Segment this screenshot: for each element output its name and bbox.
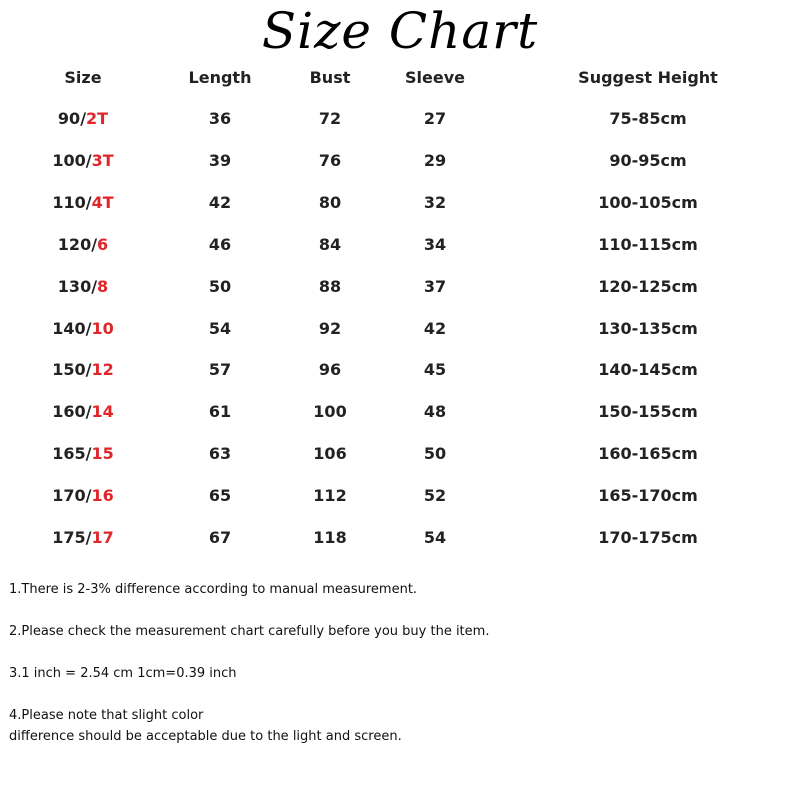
suggest-height-cell: 170-175cm — [598, 528, 698, 547]
bust-cell: 88 — [318, 276, 342, 296]
length-cell: 67 — [208, 528, 232, 547]
table-row — [0, 318, 800, 340]
size-cell — [20, 234, 146, 256]
size-cm: 150/ — [52, 360, 92, 380]
sleeve-cell: 29 — [423, 150, 447, 170]
size-cm: 110/ — [52, 192, 92, 212]
size-cell — [20, 192, 146, 214]
size-age: 8 — [97, 276, 109, 296]
table-row — [0, 527, 800, 549]
size-cm: 120/ — [57, 234, 98, 254]
suggest-height-cell: 160-165cm — [598, 444, 698, 464]
length-cell: 61 — [208, 402, 232, 422]
table-header — [0, 67, 800, 89]
size-cm: 90/ — [57, 109, 87, 128]
suggest-height-cell: 150-155cm — [598, 402, 698, 422]
size-age: 2T — [86, 109, 109, 128]
size-age: 17 — [91, 528, 114, 547]
bust-cell: 84 — [318, 234, 342, 254]
bust-cell: 100 — [313, 402, 347, 422]
sleeve-cell: 48 — [423, 402, 447, 422]
sleeve-cell: 50 — [423, 444, 447, 464]
size-cell — [20, 150, 146, 172]
bust-cell: 96 — [318, 360, 342, 380]
note-4-line-1: 4.Please note that slight color — [9, 708, 204, 723]
size-age: 16 — [91, 486, 114, 506]
size-cell — [20, 527, 146, 549]
bust-cell: 72 — [318, 109, 342, 128]
size-cm: 160/ — [52, 402, 92, 422]
suggest-height-cell: 130-135cm — [598, 318, 698, 338]
length-cell: 39 — [208, 150, 232, 170]
table-row — [0, 192, 800, 214]
table-row — [0, 401, 800, 423]
length-cell: 36 — [208, 109, 232, 128]
suggest-height-cell: 100-105cm — [598, 192, 698, 212]
table-row — [0, 485, 800, 507]
bust-cell: 92 — [318, 318, 342, 338]
size-age: 12 — [91, 360, 114, 380]
length-cell: 42 — [208, 192, 232, 212]
column-header-bust: Bust — [309, 68, 351, 87]
length-cell: 63 — [208, 444, 232, 464]
suggest-height-cell: 75-85cm — [609, 109, 687, 128]
sleeve-cell: 45 — [423, 360, 447, 380]
sleeve-cell: 32 — [423, 192, 447, 212]
size-cm: 165/ — [52, 444, 92, 464]
sleeve-cell: 27 — [423, 109, 447, 128]
bust-cell: 112 — [313, 486, 347, 506]
size-cell — [20, 443, 146, 465]
length-cell: 57 — [208, 360, 232, 380]
bust-cell: 76 — [318, 150, 342, 170]
size-cell — [20, 108, 146, 130]
sleeve-cell: 52 — [423, 486, 447, 506]
column-header-suggest-height: Suggest Height — [578, 68, 718, 87]
size-cell — [20, 318, 146, 340]
note-2: 2.Please check the measurement chart carefully before you buy the item. — [9, 624, 490, 639]
length-cell: 65 — [208, 486, 232, 506]
size-cell — [20, 401, 146, 423]
size-cm: 130/ — [57, 276, 98, 296]
bust-cell: 118 — [313, 528, 347, 547]
column-header-sleeve: Sleeve — [405, 68, 465, 87]
sleeve-cell: 54 — [423, 528, 447, 547]
length-cell: 46 — [208, 234, 232, 254]
column-header-size: Size — [64, 68, 102, 87]
sleeve-cell: 34 — [423, 234, 447, 254]
size-cm: 140/ — [52, 318, 92, 338]
size-age: 6 — [97, 234, 109, 254]
size-age: 3T — [91, 150, 114, 170]
size-age: 4T — [91, 192, 114, 212]
table-row — [0, 276, 800, 298]
size-age: 10 — [91, 318, 114, 338]
sleeve-cell: 42 — [423, 318, 447, 338]
sleeve-cell: 37 — [423, 276, 447, 296]
table-row — [0, 150, 800, 172]
bust-cell: 106 — [313, 444, 347, 464]
note-4-line-2: difference should be acceptable due to the light and screen. — [9, 729, 402, 744]
size-age: 15 — [91, 444, 114, 464]
suggest-height-cell: 120-125cm — [598, 276, 698, 296]
suggest-height-cell: 140-145cm — [598, 360, 698, 380]
column-header-length: Length — [188, 68, 252, 87]
suggest-height-cell: 165-170cm — [598, 486, 698, 506]
suggest-height-cell: 110-115cm — [598, 234, 698, 254]
suggest-height-cell: 90-95cm — [609, 150, 687, 170]
size-cm: 175/ — [52, 528, 92, 547]
table-row — [0, 108, 800, 130]
table-row — [0, 443, 800, 465]
size-cell — [20, 276, 146, 298]
note-3: 3.1 inch = 2.54 cm 1cm=0.39 inch — [9, 666, 237, 681]
table-row — [0, 234, 800, 256]
note-1: 1.There is 2-3% difference according to manual measurement. — [9, 582, 418, 597]
page-title: Size Chart — [261, 2, 539, 60]
table-row — [0, 359, 800, 381]
bust-cell: 80 — [318, 192, 342, 212]
length-cell: 54 — [208, 318, 232, 338]
size-cm: 100/ — [52, 150, 92, 170]
size-cm: 170/ — [52, 486, 92, 506]
size-cell — [20, 359, 146, 381]
length-cell: 50 — [208, 276, 232, 296]
size-age: 14 — [91, 402, 114, 422]
size-cell — [20, 485, 146, 507]
